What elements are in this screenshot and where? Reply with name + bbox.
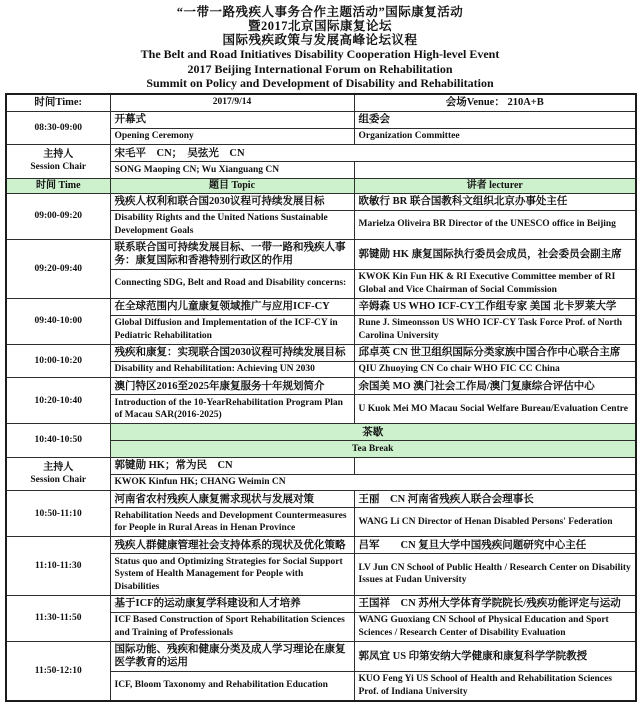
chair2-role-cn: 主持人 [43, 461, 74, 473]
session-topic-en: Global Diffusion and Implementation of the ICF-CY in Pediatric Rehabilitation [110, 315, 354, 344]
info-row [6, 94, 636, 112]
session-time: 09:40-10:00 [6, 298, 110, 344]
chair2-role [6, 457, 110, 491]
opening-row-cn [6, 111, 636, 128]
session-topic-en: ICF Based Construction of Sport Rehabilitation Sciences and Training of Professionals [110, 612, 354, 641]
chair2-row-cn [6, 457, 636, 474]
chair2-names-cn: 郭键勋 HK；常为民 CN [110, 457, 354, 474]
session-topic-cn: 残疾人权利和联合国2030议程可持续发展目标 [110, 193, 354, 210]
session-time: 10:20-10:40 [6, 378, 110, 424]
session-row [6, 193, 636, 210]
session-lecturer-cn: 王丽 CN 河南省残疾人联合会理事长 [354, 491, 636, 508]
session-lecturer-en: LV Jun CN School of Public Health / Research Center on Disability Issues at Fudan University [354, 554, 636, 596]
session-topic-cn: 残疾人群健康管理社会支持体系的现状及优化策略 [110, 537, 354, 554]
session-topic-cn: 残疾和康复：实现联合国2030议程可持续发展目标 [110, 344, 354, 361]
chair1-role [6, 145, 110, 179]
chair1-row-cn [6, 145, 636, 162]
session-row [6, 239, 636, 269]
session-topic-en: Status quo and Optimizing Strategies for Social Support System of Health Management for People with Disabilities [110, 554, 354, 596]
tea-break-label-cn: 茶歇 [110, 424, 636, 441]
event-title-cn-2: 暨2017北京国际康复论坛 [247, 19, 392, 33]
session-lecturer-cn: 欧敏行 BR 联合国教科文组织北京办事处主任 [354, 193, 636, 210]
session-topic-cn: 联系联合国可持续发展目标、一带一路和残疾人事务：康复国际和香港特别行政区的作用 [110, 239, 354, 269]
info-time-label: 时间Time: [6, 94, 110, 112]
col-header-topic: 题目 Topic [110, 178, 354, 193]
session-row [6, 378, 636, 395]
chair1-names-cn: 宋毛平 CN； 吴弦光 CN [110, 145, 636, 162]
session-topic-en: Introduction of the 10-YearRehabilitation Program Plan of Macau SAR(2016-2025) [110, 395, 354, 424]
session-time: 10:50-11:10 [6, 491, 110, 537]
col-header-lecturer: 讲者 lecturer [354, 178, 636, 193]
event-title-en-3: Summit on Policy and Development of Disability and Rehabilitation [146, 76, 494, 90]
session-row [6, 537, 636, 554]
chair1-role-cn: 主持人 [43, 149, 74, 161]
chair1-empty-cell [354, 162, 636, 179]
session-time: 11:50-12:10 [6, 641, 110, 701]
session-row [6, 641, 636, 671]
session-lecturer-en: WANG Li CN Director of Henan Disabled Persons' Federation [354, 508, 636, 537]
opening-org-cn: 组委会 [354, 111, 636, 128]
tea-break-row-cn [6, 424, 636, 441]
session-row [6, 298, 636, 315]
event-title-block [0, 5, 640, 91]
session-lecturer-cn: 辛姆森 US WHO ICF-CY工作组专家 美国 北卡罗莱大学 [354, 298, 636, 315]
event-title-cn-3: 国际残疾政策与发展高峰论坛议程 [222, 33, 418, 47]
session-topic-cn: 在全球范围内儿童康复领域推广与应用ICF-CY [110, 298, 354, 315]
chair2-role-en: Session Chair [30, 474, 87, 485]
session-topic-cn: 国际功能、残疾和健康分类及成人学习理论在康复医学教育的运用 [110, 641, 354, 671]
session-row [6, 491, 636, 508]
opening-title-en: Opening Ceremony [110, 128, 354, 145]
chair1-names-en: SONG Maoping CN; Wu Xianguang CN [110, 162, 354, 179]
session-time: 10:00-10:20 [6, 344, 110, 378]
session-lecturer-en: Marielza Oliveira BR Director of the UNESCO office in Beijing [354, 210, 636, 239]
session-time: 11:10-11:30 [6, 537, 110, 596]
session-topic-en: Rehabilitation Needs and Development Countermeasures for People in Rural Areas in Henan Province [110, 508, 354, 537]
schedule-table [5, 93, 637, 702]
session-topic-cn: 河南省农村残疾人康复需求现状与发展对策 [110, 491, 354, 508]
opening-org-en: Organization Committee [354, 128, 636, 145]
opening-time: 08:30-09:00 [6, 111, 110, 145]
session-lecturer-cn: 吕军 CN 复旦大学中国残疾问题研究中心主任 [354, 537, 636, 554]
session-time: 09:00-09:20 [6, 193, 110, 239]
chair1-role-en: Session Chair [30, 162, 87, 173]
chair2-empty-cell [354, 457, 636, 474]
column-header-row [6, 178, 636, 193]
session-lecturer-cn: 郭凤宜 US 印第安纳大学健康和康复科学学院教授 [354, 641, 636, 671]
session-row [6, 344, 636, 361]
session-row [6, 595, 636, 612]
session-lecturer-cn: 王国祥 CN 苏州大学体育学院院长/残疾功能评定与运动 [354, 595, 636, 612]
opening-title-cn: 开幕式 [110, 111, 354, 128]
tea-break-label-en: Tea Break [110, 441, 636, 458]
session-lecturer-en: WANG Guoxiang CN School of Physical Education and Sport Sciences / Research Center of Disability Evaluation [354, 612, 636, 641]
info-date: 2017/9/14 [110, 94, 354, 112]
session-topic-en: ICF, Bloom Taxonomy and Rehabilitation Education [110, 671, 354, 701]
session-topic-en: Disability and Rehabilitation: Achieving UN 2030 [110, 361, 354, 378]
session-lecturer-en: Rune J. Simeonsson US WHO ICF-CY Task Force Prof. of North Carolina University [354, 315, 636, 344]
session-lecturer-en: QIU Zhuoying CN Co chair WHO FIC CC China [354, 361, 636, 378]
col-header-time: 时间 Time [6, 178, 110, 193]
event-title-cn-1: “一带一路残疾人事务合作主题活动”国际康复活动 [176, 5, 464, 19]
session-topic-en: Connecting SDG, Belt and Road and Disability concerns: [110, 269, 354, 298]
session-topic-cn: 基于ICF的运动康复学科建设和人才培养 [110, 595, 354, 612]
event-title-en-1: The Belt and Road Initiatives Disability Cooperation High-level Event [140, 47, 500, 61]
event-title-en-2: 2017 Beijing International Forum on Rehabilitation [187, 61, 453, 76]
session-lecturer-en: KUO Feng Yi US School of Health and Rehabilitation Sciences Prof. of Indiana University [354, 671, 636, 701]
session-topic-cn: 澳门特区2016至2025年康复服务十年规划简介 [110, 378, 354, 395]
session-lecturer-en: KWOK Kin Fun HK & RI Executive Committee member of RI Global and Vice Chairman of Social Commission [354, 269, 636, 298]
chair2-names-en: KWOK Kinfun HK; CHANG Weimin CN [110, 474, 636, 491]
info-venue: 会场Venue： 210A+B [354, 94, 636, 112]
session-topic-en: Disability Rights and the United Nations Sustainable Development Goals [110, 210, 354, 239]
session-lecturer-cn: 郭键勋 HK 康复国际执行委员会成员，社会委员会副主席 [354, 239, 636, 269]
session-time: 11:30-11:50 [6, 595, 110, 641]
session-time: 09:20-09:40 [6, 239, 110, 298]
tea-break-time: 10:40-10:50 [6, 424, 110, 458]
session-lecturer-cn: 余国美 MO 澳门社会工作局/澳门复康综合评估中心 [354, 378, 636, 395]
session-lecturer-cn: 邱卓英 CN 世卫组织国际分类家族中国合作中心联合主席 [354, 344, 636, 361]
session-lecturer-en: U Kuok Mei MO Macau Social Welfare Bureau/Evaluation Centre [354, 395, 636, 424]
